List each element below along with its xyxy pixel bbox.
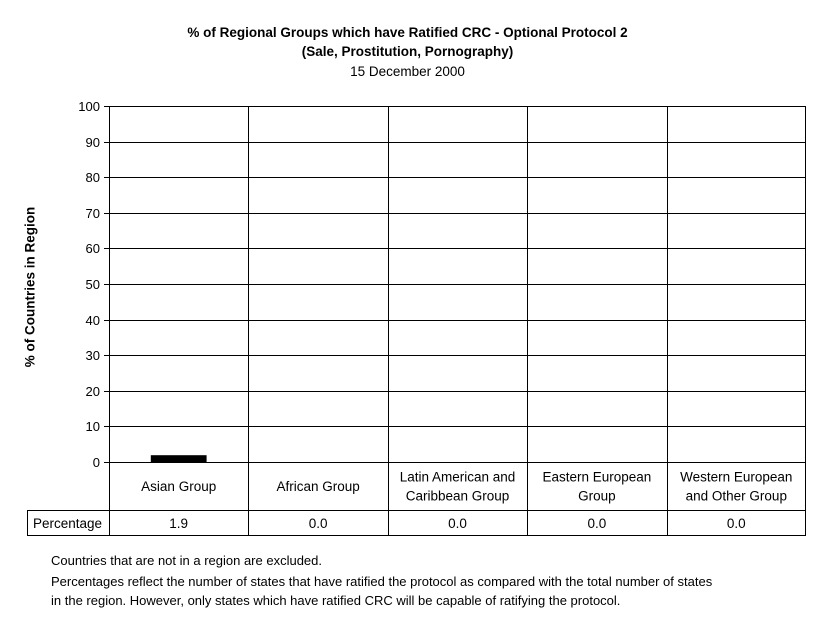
footnote-percentages-cont: in the region. However, only states which have ratified CRC will be capable of ratifying the protocol.	[51, 593, 621, 608]
bar-0	[151, 455, 207, 462]
category-label: Asian Group	[141, 479, 217, 494]
y-tick-label: 100	[78, 99, 100, 114]
y-tick-label: 60	[85, 241, 100, 256]
bars	[151, 455, 207, 462]
chart-date: 15 December 2000	[350, 64, 465, 79]
chart-subtitle: (Sale, Prostitution, Pornography)	[301, 44, 514, 59]
data-label: 0.0	[448, 516, 467, 531]
category-label: Latin American and	[399, 469, 516, 485]
table-row-header: Percentage	[33, 516, 103, 531]
chart-title: % of Regional Groups which have Ratified CRC - Optional Protocol 2	[187, 25, 628, 40]
y-tick-label: 10	[85, 419, 100, 434]
category-label: Caribbean Group	[405, 488, 510, 504]
category-label: Group	[578, 488, 616, 504]
y-tick-label: 40	[85, 313, 100, 328]
y-tick-label: 30	[85, 348, 100, 363]
y-tick-label: 0	[92, 455, 100, 470]
category-label: Eastern European	[542, 469, 652, 485]
category-label: African Group	[276, 479, 360, 494]
footnote-excluded: Countries that are not in a region are excluded.	[51, 553, 323, 568]
data-label: 0.0	[308, 516, 328, 531]
data-label: 0.0	[587, 516, 607, 531]
data-table	[27, 470, 806, 537]
data-label: 1.9	[169, 516, 189, 531]
y-axis-label: % of Countries in Region	[22, 206, 38, 368]
y-tick-label: 20	[85, 384, 100, 399]
y-tick-label: 80	[85, 170, 100, 185]
footnote-percentages: Percentages reflect the number of states that have ratified the protocol as compared with the total number of states	[51, 574, 713, 589]
y-tick-label: 90	[85, 135, 100, 150]
data-label: 0.0	[726, 516, 746, 531]
category-label: Western European	[680, 469, 793, 485]
y-tick-label: 50	[85, 277, 100, 292]
category-label: and Other Group	[685, 488, 787, 504]
y-tick-label: 70	[85, 206, 100, 221]
